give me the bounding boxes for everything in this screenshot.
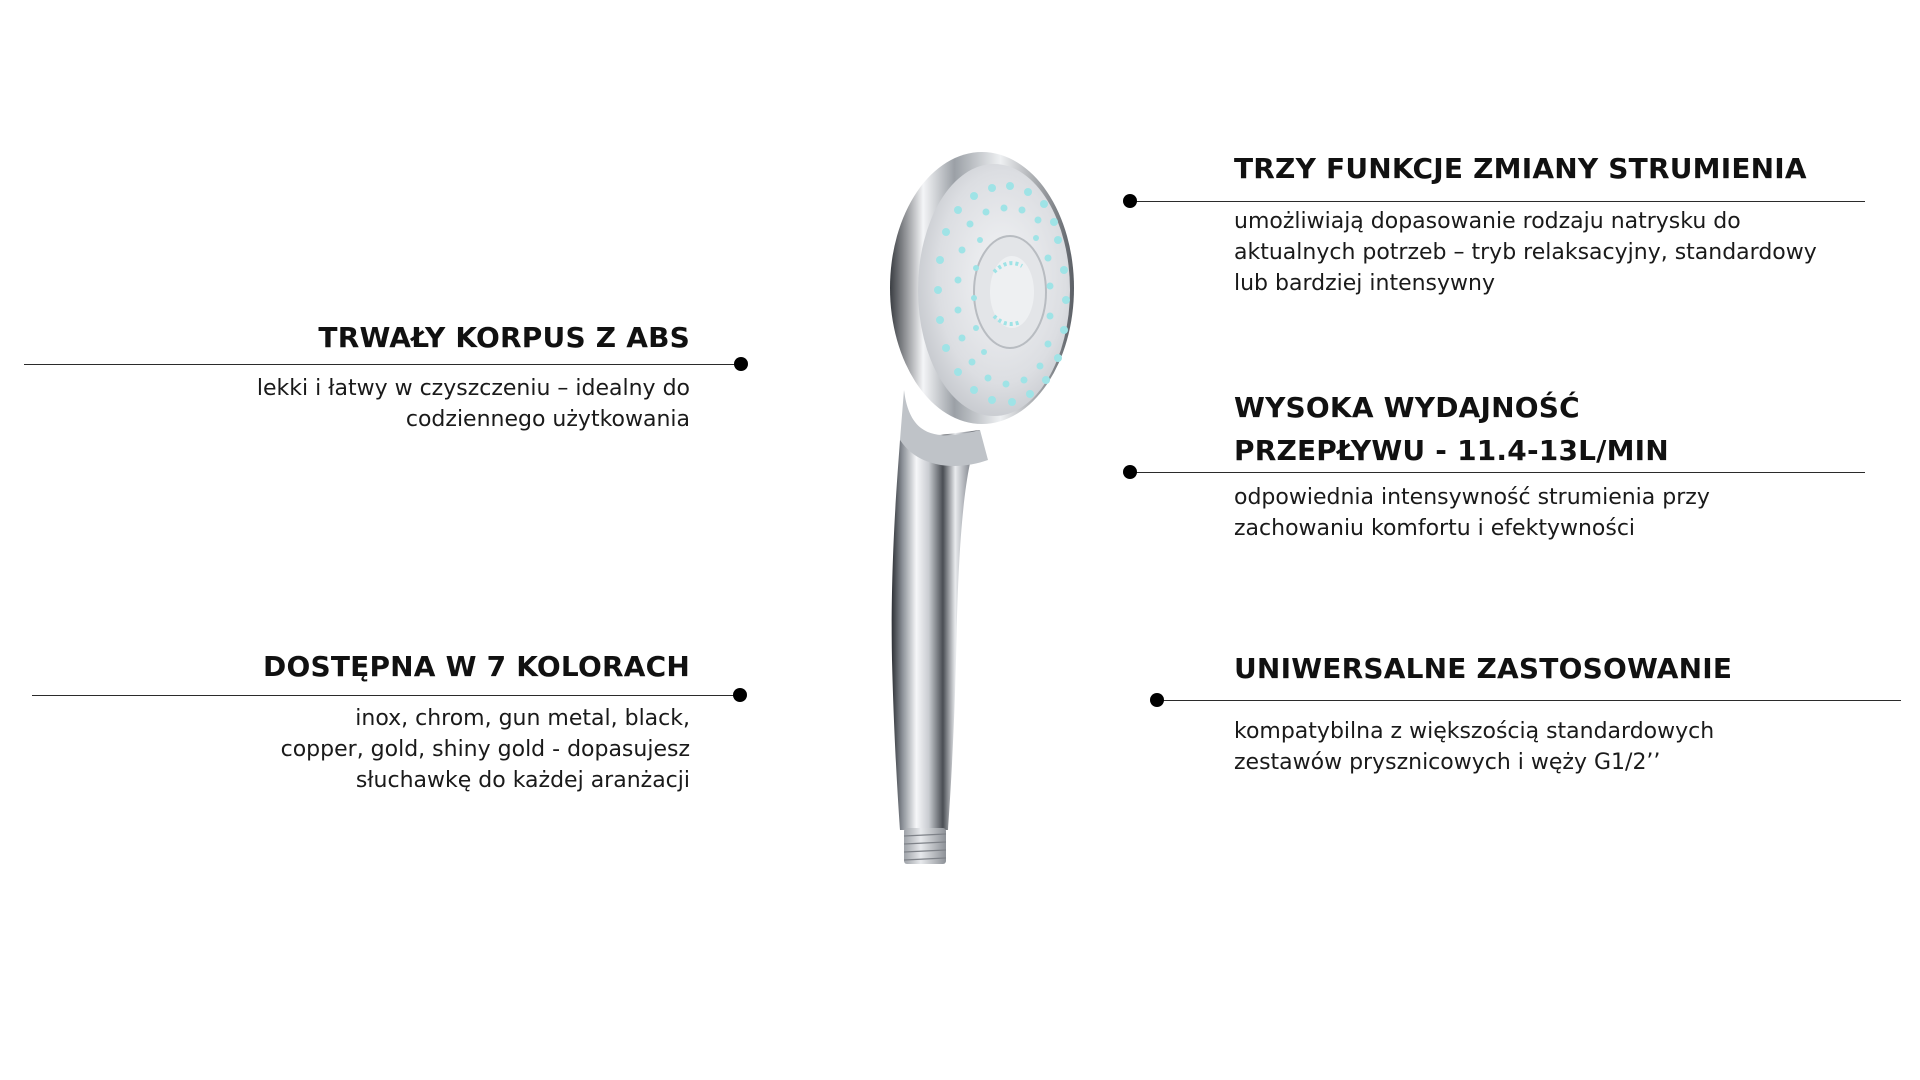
description-line: inox, chrom, gun metal, black, <box>355 706 690 731</box>
feature-universal-use <box>1234 647 1874 778</box>
feature-title: TRWAŁY KORPUS Z ABS <box>318 321 690 354</box>
title-line: WYSOKA WYDAJNOŚĆ <box>1234 391 1580 424</box>
divider-line <box>32 695 740 696</box>
feature-description <box>1234 206 1874 299</box>
feature-description <box>200 373 690 435</box>
feature-spray-modes <box>1234 147 1874 299</box>
feature-description <box>1234 716 1874 778</box>
bullet-dot-icon <box>1123 194 1137 208</box>
bullet-dot-icon <box>733 688 747 702</box>
description-line: aktualnych potrzeb – tryb relaksacyjny, standardowy <box>1234 240 1817 265</box>
divider-line <box>1130 472 1865 473</box>
description-line: zachowaniu komfortu i efektywności <box>1234 516 1636 541</box>
divider-line <box>24 364 742 365</box>
description-line: codziennego użytkowania <box>405 407 690 432</box>
title-line: PRZEPŁYWU - 11.4-13L/MIN <box>1234 434 1669 467</box>
hand-shower-image-icon <box>870 140 1090 880</box>
bullet-dot-icon <box>1150 693 1164 707</box>
feature-description <box>1234 482 1874 544</box>
feature-flow-rate <box>1234 386 1874 544</box>
description-line: lub bardziej intensywny <box>1234 271 1495 296</box>
feature-title <box>1234 386 1874 472</box>
description-line: umożliwiają dopasowanie rodzaju natrysku do <box>1234 209 1741 234</box>
description-line: copper, gold, shiny gold - dopasujesz <box>280 737 690 762</box>
description-line: lekki i łatwy w czyszczeniu – idealny do <box>256 376 690 401</box>
bullet-dot-icon <box>1123 465 1137 479</box>
description-line: słuchawkę do każdej aranżacji <box>355 768 690 793</box>
bullet-dot-icon <box>734 357 748 371</box>
feature-description <box>200 703 690 796</box>
feature-title: UNIWERSALNE ZASTOSOWANIE <box>1234 652 1733 685</box>
feature-colors <box>200 645 690 796</box>
divider-line <box>1130 201 1865 202</box>
description-line: zestawów prysznicowych i węży G1/2’’ <box>1234 750 1661 775</box>
feature-title: DOSTĘPNA W 7 KOLORACH <box>263 650 690 683</box>
description-line: odpowiednia intensywność strumienia przy <box>1234 485 1710 510</box>
feature-title: TRZY FUNKCJE ZMIANY STRUMIENIA <box>1234 152 1807 185</box>
divider-line <box>1157 700 1901 701</box>
feature-durable-body <box>200 316 690 435</box>
description-line: kompatybilna z większością standardowych <box>1234 719 1715 744</box>
